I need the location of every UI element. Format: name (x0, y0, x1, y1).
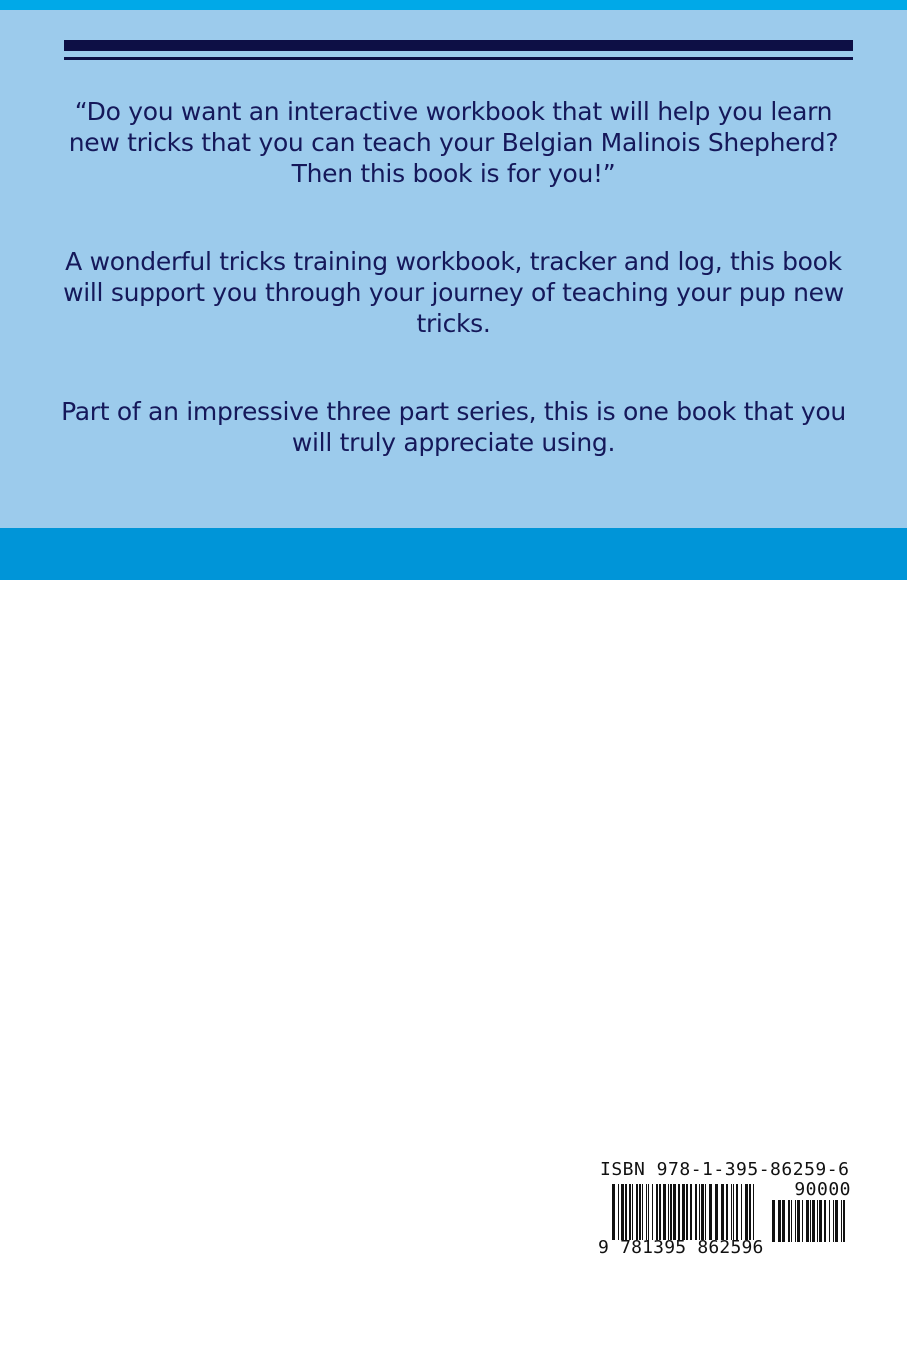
barcode-bar (678, 1184, 680, 1240)
barcode-bar (726, 1184, 728, 1240)
blurb-paragraph-intro: “Do you want an interactive workbook that will help you learn new tricks that you can teach your Belgian Malinois Shepherd? Then this book is for you!” (68, 97, 839, 188)
barcode-bar (668, 1184, 669, 1240)
barcode-bar (705, 1184, 706, 1240)
blurb-paragraph-series: Part of an impressive three part series, this is one book that you will truly appreciate using. (61, 397, 846, 457)
barcode-bar (843, 1200, 845, 1242)
barcode-bar (686, 1184, 688, 1240)
barcode-bar (810, 1200, 811, 1242)
barcode-bar (642, 1184, 643, 1240)
barcode-bar (819, 1200, 822, 1242)
barcode-bar (749, 1184, 751, 1240)
barcode-bar (806, 1200, 809, 1242)
divider-rule-thin (64, 57, 853, 60)
barcode-bar (797, 1200, 800, 1242)
blurb-paragraph-description: A wonderful tricks training workbook, tracker and log, this book will support you through your journey of teaching your pup new tricks. (63, 247, 844, 338)
barcode-bar (701, 1184, 704, 1240)
barcode-bar (659, 1184, 661, 1240)
barcode-bar (699, 1184, 700, 1240)
barcode-bar (817, 1200, 818, 1242)
barcode-bar (639, 1184, 641, 1240)
barcode-bar (636, 1184, 638, 1240)
barcode-bar (795, 1200, 796, 1242)
barcode-bar (721, 1184, 724, 1240)
bottom-color-band (0, 528, 907, 580)
top-color-strip (0, 0, 907, 10)
barcode-bar (772, 1200, 775, 1242)
barcode-bar (695, 1184, 697, 1240)
barcode-bar (753, 1184, 754, 1240)
barcode-bar (733, 1184, 734, 1240)
barcode-bar (829, 1200, 830, 1242)
isbn-label: ISBN 978-1-395-86259-6 (600, 1159, 850, 1180)
barcode-bar (736, 1184, 738, 1240)
divider-rule-thick (64, 40, 853, 51)
barcode-bar (629, 1184, 631, 1240)
barcode-bar (618, 1184, 619, 1240)
barcode-bar (741, 1184, 742, 1240)
barcode-bar (648, 1184, 649, 1240)
barcode-bar (709, 1184, 712, 1240)
barcode-bar (841, 1200, 842, 1242)
barcode-bar (673, 1184, 676, 1240)
barcode-bar (670, 1184, 672, 1240)
barcode-bar (632, 1184, 633, 1240)
barcode-bar (788, 1200, 790, 1242)
barcode-bar (646, 1184, 647, 1240)
barcode-bar (835, 1200, 838, 1242)
barcode-bar (715, 1184, 718, 1240)
barcode-bar (731, 1184, 732, 1240)
barcode-bar (833, 1200, 834, 1242)
barcode-bar (682, 1184, 685, 1240)
price-code-label: 90000 (794, 1179, 851, 1200)
isbn-barcode (596, 1158, 854, 1262)
barcode-bar (791, 1200, 792, 1242)
barcode-bar (612, 1184, 615, 1240)
barcode-bar (621, 1184, 624, 1240)
barcode-bar (782, 1200, 785, 1242)
barcode-bar (625, 1184, 627, 1240)
barcode-bar (802, 1200, 803, 1242)
barcode-bar (778, 1200, 781, 1242)
barcode-bar (745, 1184, 748, 1240)
barcode-bar (663, 1184, 666, 1240)
barcode-bar (652, 1184, 653, 1240)
ean-digits-label: 9 781395 862596 (598, 1237, 764, 1258)
barcode-bar (812, 1200, 815, 1242)
barcode-bar (824, 1200, 826, 1242)
barcode-bar (690, 1184, 692, 1240)
barcode-bar (656, 1184, 658, 1240)
